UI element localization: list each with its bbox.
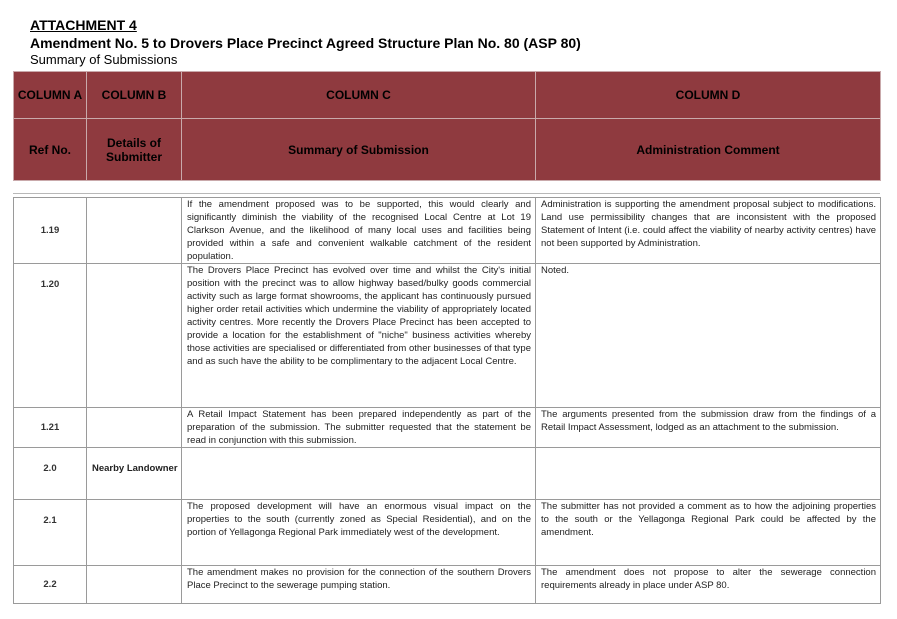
summary-cell — [182, 448, 536, 500]
column-a-header: COLUMN A — [14, 72, 87, 119]
table-row — [14, 408, 881, 448]
submitter-cell: Nearby Landowner — [87, 448, 182, 500]
comment-cell: The arguments presented from the submission draw from the findings of a Retail Impact Assessment, lodged as an attachment to the submission. — [536, 408, 881, 448]
comment-cell — [536, 448, 881, 500]
comment-cell: The submitter has not provided a comment as to how the adjoining properties to the south or the Yellagonga Regional Park could be affected by the amendment. — [536, 500, 881, 566]
summary-cell: If the amendment proposed was to be supported, this would clearly and significantly diminish the viability of the recognised Local Centre at Lot 19 Clarkson Avenue, and the likelihood of many local uses and facilities being provided within a safe and convenient walkable catchment of the resident population. — [182, 198, 536, 264]
ref-cell: 2.2 — [14, 566, 87, 604]
summary-cell: The amendment makes no provision for the connection of the southern Drovers Place Precinct to the sewerage pumping station. — [182, 566, 536, 604]
column-d-header: COLUMN D — [536, 72, 881, 119]
submitter-cell — [87, 198, 182, 264]
table-row — [14, 500, 881, 566]
document-subtitle: Summary of Submissions — [30, 52, 178, 67]
table-row — [14, 264, 881, 408]
ref-cell: 1.20 — [14, 264, 87, 408]
admin-comment-header: Administration Comment — [536, 119, 881, 181]
ref-cell: 2.1 — [14, 500, 87, 566]
submissions-table — [13, 197, 881, 604]
document-heading — [30, 17, 581, 68]
details-header: Details of Submitter — [87, 119, 182, 181]
submitter-cell — [87, 500, 182, 566]
table-row — [14, 566, 881, 604]
comment-cell: The amendment does not propose to alter the sewerage connection requirements already in place under ASP 80. — [536, 566, 881, 604]
submitter-cell — [87, 264, 182, 408]
header-spacer — [13, 180, 880, 194]
header-table — [13, 71, 881, 181]
column-c-header: COLUMN C — [182, 72, 536, 119]
column-b-header: COLUMN B — [87, 72, 182, 119]
ref-cell: 1.21 — [14, 408, 87, 448]
document-title: Amendment No. 5 to Drovers Place Precinct Agreed Structure Plan No. 80 (ASP 80) — [30, 35, 581, 51]
table-row — [14, 448, 881, 500]
summary-cell: The proposed development will have an enormous visual impact on the properties to the south (currently zoned as Special Residential), and on the portion of Yellagonga Regional Park immediately west of the development. — [182, 500, 536, 566]
submitter-cell — [87, 566, 182, 604]
ref-cell: 2.0 — [14, 448, 87, 500]
ref-cell: 1.19 — [14, 198, 87, 264]
summary-cell: A Retail Impact Statement has been prepared independently as part of the preparation of the submission. The submitter requested that the statement be read in conjunction with this submission. — [182, 408, 536, 448]
summary-header: Summary of Submission — [182, 119, 536, 181]
ref-no-header: Ref No. — [14, 119, 87, 181]
submitter-cell — [87, 408, 182, 448]
attachment-label: ATTACHMENT 4 — [30, 17, 137, 33]
table-row — [14, 198, 881, 264]
comment-cell: Administration is supporting the amendment proposal subject to modifications. Land use permissibility changes that are inconsistent with the proposed Statement of Intent (i.e. could affect the viability of nearby activity centres) have not been supported by Administration. — [536, 198, 881, 264]
comment-cell: Noted. — [536, 264, 881, 408]
summary-cell: The Drovers Place Precinct has evolved over time and whilst the City's initial position with the precinct was to allow highway based/bulky goods commercial activity such as large format showrooms, the applicant has continuously pursued higher order retail activities which undermine the viability of appropriately located activity centres. More recently the Drovers Place Precinct has been accepted to provide a location for the establishment of "niche" business activities whereby those activities are specialised or differentiated from other businesses of that type and as such have the ability to be complimentary to the adjacent Local Centre. — [182, 264, 536, 408]
